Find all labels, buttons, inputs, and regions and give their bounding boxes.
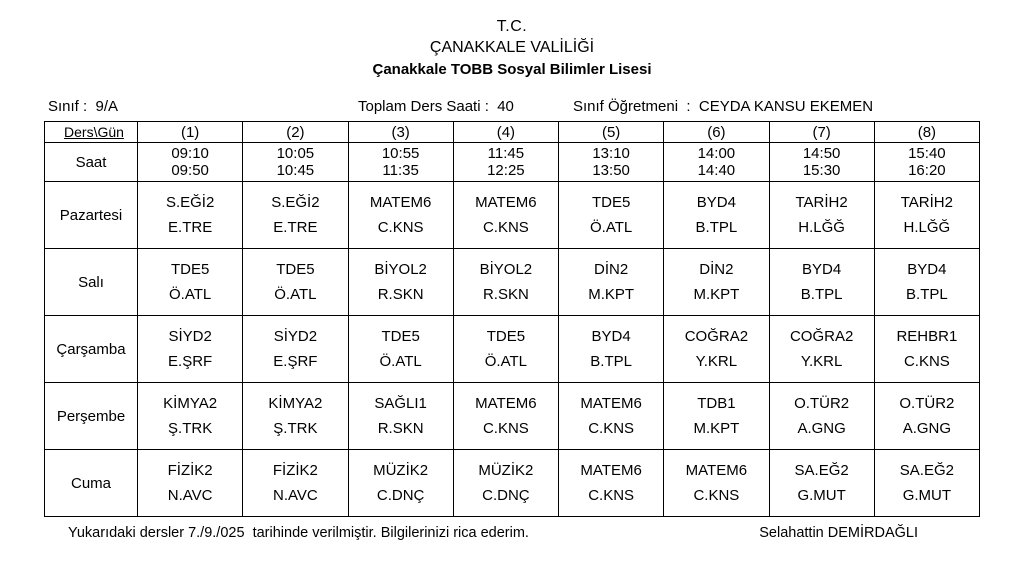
lesson-teacher: Ş.TRK	[273, 420, 318, 437]
lesson-cell	[243, 182, 348, 249]
lesson-cell	[138, 316, 243, 383]
lesson-name: KİMYA2	[163, 395, 218, 412]
lesson-teacher: B.TPL	[590, 353, 632, 370]
lesson-cell	[453, 450, 558, 517]
period-header-1: (1)	[138, 122, 243, 143]
lesson-teacher: C.KNS	[377, 219, 424, 236]
lesson-teacher: Ö.ATL	[169, 286, 212, 303]
lesson-teacher: C.KNS	[482, 420, 529, 437]
day-label-sali: Salı	[45, 249, 138, 316]
lesson-cell	[874, 249, 979, 316]
day-label-persembe: Perşembe	[45, 383, 138, 450]
lesson-teacher: E.TRE	[168, 219, 213, 236]
time-end-5: 13:50	[592, 162, 630, 179]
day-label-carsamba: Çarşamba	[45, 316, 138, 383]
lesson-teacher: C.KNS	[903, 353, 950, 370]
lesson-name: FİZİK2	[272, 462, 318, 479]
lesson-teacher: Y.KRL	[800, 353, 843, 370]
lesson-cell	[559, 383, 664, 450]
lesson-cell	[559, 249, 664, 316]
lesson-teacher: B.TPL	[800, 286, 843, 303]
period-header-4: (4)	[453, 122, 558, 143]
lesson-teacher: G.MUT	[902, 487, 952, 504]
lesson-teacher: C.KNS	[588, 420, 635, 437]
period-header-6: (6)	[664, 122, 769, 143]
time-cell-2	[243, 143, 348, 182]
lesson-teacher: C.KNS	[693, 487, 740, 504]
lesson-teacher: B.TPL	[695, 219, 738, 236]
time-end-3: 11:35	[382, 162, 419, 179]
lesson-name: MATEM6	[580, 462, 642, 479]
header-line-school: Çanakkale TOBB Sosyal Bilimler Lisesi	[372, 61, 652, 78]
lesson-teacher: Ş.TRK	[168, 420, 213, 437]
lesson-cell	[874, 450, 979, 517]
lesson-teacher: R.SKN	[377, 420, 424, 437]
lesson-teacher: N.AVC	[167, 487, 213, 504]
time-cell-5	[559, 143, 664, 182]
lesson-name: MATEM6	[475, 194, 537, 211]
lesson-name: BYD4	[591, 328, 631, 345]
lesson-cell	[559, 450, 664, 517]
lesson-teacher: C.DNÇ	[376, 487, 425, 504]
lesson-name: BİYOL2	[374, 261, 427, 278]
lesson-name: DİN2	[699, 261, 734, 278]
lesson-name: MATEM6	[685, 462, 748, 479]
lesson-teacher: A.GNG	[797, 420, 846, 437]
lesson-cell	[874, 316, 979, 383]
info-bar	[0, 98, 1024, 115]
table-row	[45, 316, 980, 383]
lesson-name: SA.EĞ2	[794, 462, 849, 479]
lesson-cell	[348, 182, 453, 249]
total-hours-label: Toplam Ders Saati : 40	[358, 98, 514, 115]
lesson-name: REHBR1	[896, 328, 958, 345]
time-start-3: 10:55	[381, 145, 420, 162]
lesson-teacher: A.GNG	[902, 420, 952, 437]
table-row	[45, 182, 980, 249]
lesson-teacher: G.MUT	[797, 487, 846, 504]
lesson-cell	[348, 249, 453, 316]
lesson-cell	[559, 182, 664, 249]
lesson-cell	[664, 383, 769, 450]
lesson-name: TARİH2	[795, 194, 848, 211]
lesson-cell	[769, 316, 874, 383]
lesson-cell	[453, 316, 558, 383]
time-end-4: 12:25	[487, 162, 525, 179]
lesson-name: MATEM6	[475, 395, 537, 412]
lesson-name: SAĞLI1	[374, 395, 427, 412]
lesson-cell	[138, 249, 243, 316]
lesson-cell	[874, 182, 979, 249]
lesson-teacher: Ö.ATL	[379, 353, 422, 370]
lesson-cell	[769, 182, 874, 249]
lesson-name: SA.EĞ2	[899, 462, 954, 479]
lesson-teacher: E.ŞRF	[168, 353, 213, 370]
lesson-name: FİZİK2	[167, 462, 213, 479]
time-end-6: 14:40	[697, 162, 736, 179]
day-label-pazartesi: Pazartesi	[45, 182, 138, 249]
lesson-name: BYD4	[907, 261, 947, 278]
lesson-cell	[348, 450, 453, 517]
lesson-teacher: C.KNS	[482, 219, 529, 236]
lesson-cell	[138, 182, 243, 249]
lesson-teacher: H.LĞĞ	[903, 219, 951, 236]
lesson-name: TDE5	[170, 261, 210, 278]
header-line-tc: T.C.	[496, 18, 528, 35]
period-header-8: (8)	[874, 122, 979, 143]
table-row	[45, 450, 980, 517]
lesson-cell	[453, 383, 558, 450]
time-end-2: 10:45	[276, 162, 315, 179]
lesson-cell	[874, 383, 979, 450]
table-row	[45, 383, 980, 450]
lesson-name: TDB1	[697, 395, 736, 412]
day-label-cuma: Cuma	[45, 450, 138, 517]
time-start-2: 10:05	[276, 145, 315, 162]
lesson-teacher: R.SKN	[482, 286, 529, 303]
lesson-cell	[664, 450, 769, 517]
lesson-teacher: H.LĞĞ	[798, 219, 845, 236]
period-header-2: (2)	[243, 122, 348, 143]
table-header-row	[45, 122, 980, 143]
time-start-8: 15:40	[908, 145, 946, 162]
lesson-cell	[243, 383, 348, 450]
lesson-name: MATEM6	[369, 194, 432, 211]
time-cell-8	[874, 143, 979, 182]
lesson-cell	[453, 249, 558, 316]
lesson-name: S.EĞİ2	[165, 194, 215, 211]
time-row	[45, 143, 980, 182]
lesson-cell	[138, 450, 243, 517]
corner-header-cell: Ders\Gün	[45, 122, 138, 143]
time-start-4: 11:45	[487, 145, 525, 162]
lesson-cell	[664, 316, 769, 383]
schedule-table	[44, 121, 980, 517]
lesson-cell	[348, 316, 453, 383]
footer-signature: Selahattin DEMİRDAĞLI	[759, 525, 918, 541]
time-row-label: Saat	[45, 143, 138, 182]
lesson-name: BYD4	[802, 261, 842, 278]
lesson-cell	[138, 383, 243, 450]
period-header-3: (3)	[348, 122, 453, 143]
lesson-teacher: R.SKN	[377, 286, 424, 303]
lesson-cell	[243, 249, 348, 316]
lesson-teacher: Ö.ATL	[590, 219, 633, 236]
lesson-teacher: E.ŞRF	[273, 353, 318, 370]
lesson-name: TDE5	[276, 261, 315, 278]
document-footer	[0, 525, 1024, 541]
lesson-cell	[664, 182, 769, 249]
lesson-name: TDE5	[486, 328, 526, 345]
lesson-teacher: Ö.ATL	[484, 353, 527, 370]
lesson-name: KİMYA2	[268, 395, 323, 412]
time-cell-4	[453, 143, 558, 182]
lesson-teacher: M.KPT	[693, 420, 740, 437]
time-cell-6	[664, 143, 769, 182]
lesson-name: MATEM6	[580, 395, 642, 412]
class-label: Sınıf : 9/A	[48, 98, 119, 115]
time-end-8: 16:20	[908, 162, 946, 179]
lesson-name: TDE5	[381, 328, 420, 345]
lesson-name: O.TÜR2	[794, 395, 850, 412]
lesson-cell	[559, 316, 664, 383]
lesson-name: S.EĞİ2	[271, 194, 320, 211]
lesson-cell	[243, 450, 348, 517]
lesson-name: SİYD2	[168, 328, 212, 345]
time-end-1: 09:50	[171, 162, 209, 179]
lesson-name: TARİH2	[900, 194, 953, 211]
period-header-5: (5)	[559, 122, 664, 143]
lesson-teacher: B.TPL	[906, 286, 948, 303]
class-teacher-label: Sınıf Öğretmeni : CEYDA KANSU EKEMEN	[573, 98, 874, 115]
time-cell-1	[138, 143, 243, 182]
lesson-name: MÜZİK2	[478, 462, 534, 479]
period-header-7: (7)	[769, 122, 874, 143]
lesson-cell	[453, 182, 558, 249]
table-row	[45, 249, 980, 316]
lesson-cell	[769, 450, 874, 517]
time-end-7: 15:30	[802, 162, 841, 179]
lesson-teacher: E.TRE	[273, 219, 318, 236]
lesson-teacher: N.AVC	[273, 487, 318, 504]
lesson-name: MÜZİK2	[373, 462, 429, 479]
lesson-cell	[664, 249, 769, 316]
header-line-governorship: ÇANAKKALE VALİLİĞİ	[429, 39, 595, 56]
lesson-name: TDE5	[591, 194, 631, 211]
lesson-teacher: C.KNS	[588, 487, 635, 504]
lesson-teacher: M.KPT	[693, 286, 740, 303]
lesson-teacher: M.KPT	[588, 286, 635, 303]
lesson-name: DİN2	[594, 261, 629, 278]
time-cell-3	[348, 143, 453, 182]
footer-note: Yukarıdaki dersler 7./9./025 tarihinde verilmiştir. Bilgilerinizi rica ederim.	[68, 525, 529, 541]
lesson-cell	[769, 249, 874, 316]
time-start-6: 14:00	[697, 145, 736, 162]
lesson-name: BYD4	[696, 194, 736, 211]
lesson-teacher: Ö.ATL	[274, 286, 317, 303]
lesson-teacher: C.DNÇ	[482, 487, 530, 504]
lesson-name: SİYD2	[273, 328, 318, 345]
document-header	[0, 0, 1024, 81]
lesson-cell	[243, 316, 348, 383]
lesson-cell	[348, 383, 453, 450]
time-start-7: 14:50	[802, 145, 841, 162]
lesson-name: COĞRA2	[789, 328, 854, 345]
lesson-name: COĞRA2	[684, 328, 749, 345]
time-start-5: 13:10	[592, 145, 630, 162]
lesson-cell	[769, 383, 874, 450]
time-start-1: 09:10	[171, 145, 209, 162]
time-cell-7	[769, 143, 874, 182]
lesson-name: O.TÜR2	[899, 395, 955, 412]
lesson-name: BİYOL2	[479, 261, 533, 278]
lesson-teacher: Y.KRL	[695, 353, 738, 370]
